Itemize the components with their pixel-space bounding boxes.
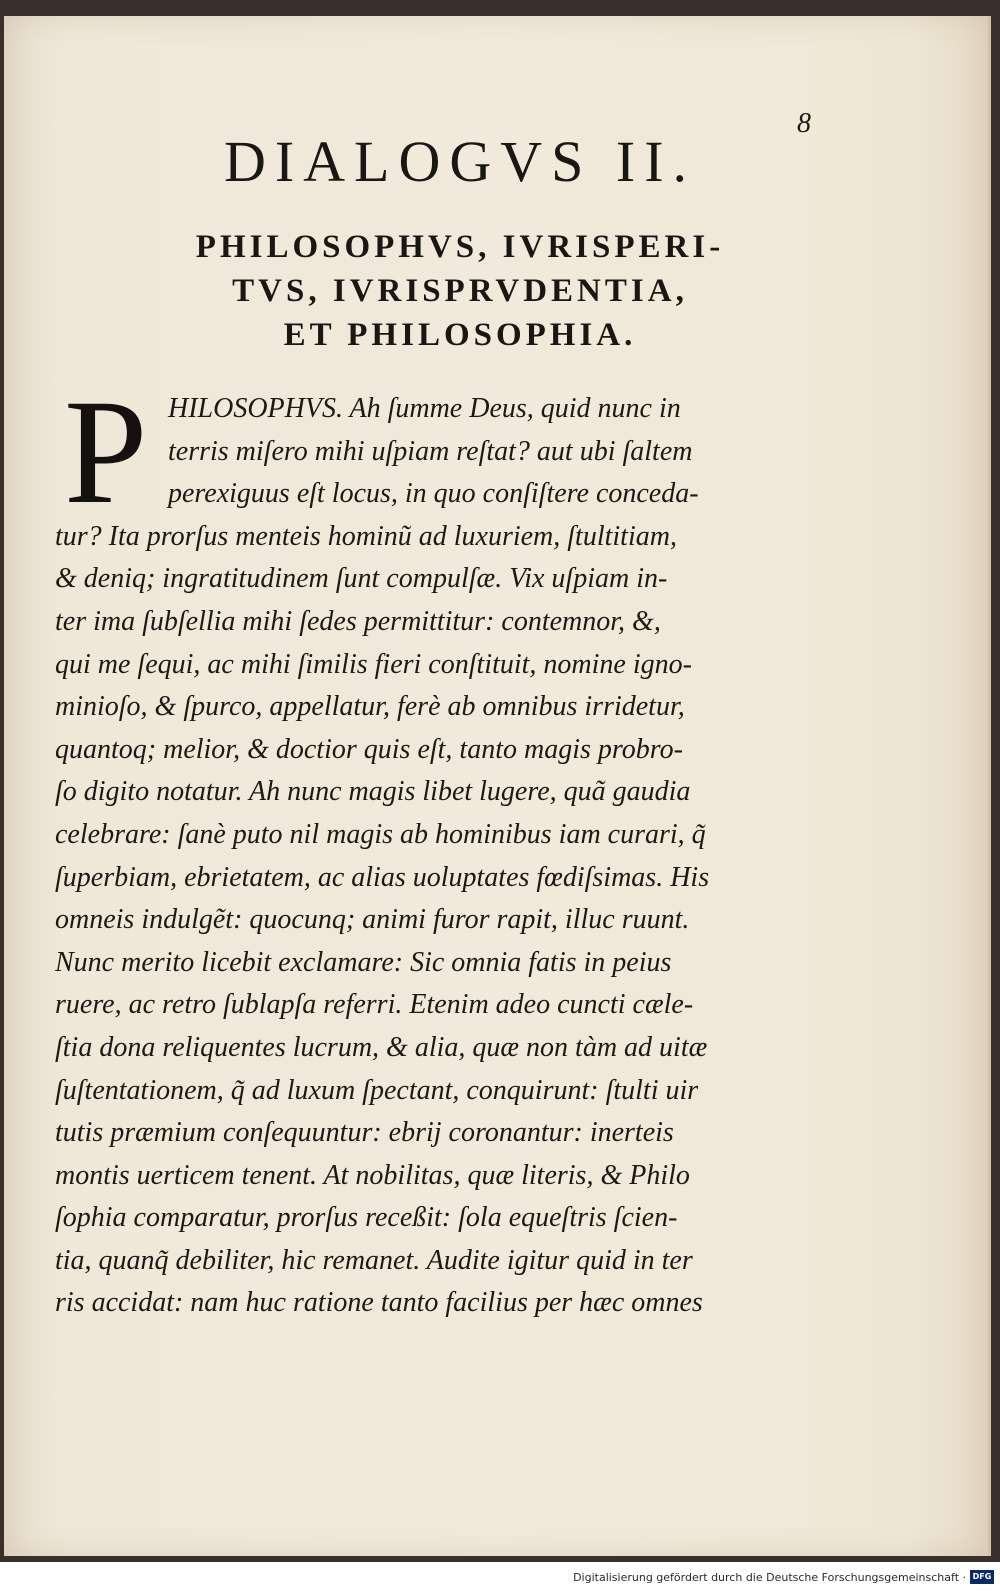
text-line: omneis indulgẽt: quocunq; animi furor rapit, illuc ruunt. xyxy=(55,904,690,936)
drop-cap-initial: P xyxy=(64,369,148,535)
speakers-line: ET PHILOSOPHIA. xyxy=(283,317,637,353)
text-line: Nunc merito licebit exclamare: Sic omnia fatis in peius xyxy=(55,946,672,978)
text-line: quantoq; melior, & doctior quis eſt, tanto magis probro- xyxy=(55,733,683,765)
text-line: HILOSOPHVS. Ah ſumme Deus, quid nunc in xyxy=(168,393,681,424)
speakers-heading xyxy=(60,225,860,357)
text-line: ſophia comparatur, prorſus receßit: ſola equeſtris ſcien- xyxy=(55,1202,678,1234)
text-line: celebrare: ſanè puto nil magis ab hominibus iam curari, q̃ xyxy=(55,818,706,850)
text-line: ter ima ſubſellia mihi ſedes permittitur: contemnor, &, xyxy=(55,605,661,637)
speakers-line: PHILOSOPHVS, IVRISPERI- xyxy=(195,229,725,265)
text-line: qui me ſequi, ac mihi ſimilis fieri conſtituit, nomine igno- xyxy=(55,648,692,680)
text-line: perexiguus eſt locus, in quo conſiſtere conceda- xyxy=(168,478,699,510)
text-line: ſo digito notatur. Ah nunc magis libet lugere, quã gaudia xyxy=(55,776,691,808)
text-line: & deniq; ingratitudinem ſunt compulſæ. Vix uſpiam in- xyxy=(55,563,668,595)
text-line: ris accidat: nam huc ratione tanto facilius per hæc omnes xyxy=(55,1287,703,1319)
text-line: tutis præmium conſequuntur: ebrij coronantur: inerteis xyxy=(55,1117,674,1149)
text-line: tia, quanq̃ debiliter, hic remanet. Audite igitur quid in ter xyxy=(55,1244,693,1276)
text-line: terris miſero mihi uſpiam reſtat? aut ubi ſaltem xyxy=(168,435,693,467)
funding-credit: Digitalisierung gefördert durch die Deutsche Forschungsgemeinschaft · xyxy=(573,1571,966,1584)
text-line: ſtia dona reliquentes lucrum, & alia, quæ non tàm ad uitæ xyxy=(55,1031,708,1063)
text-line: tur? Ita prorſus menteis hominũ ad luxuriem, ſtultitiam, xyxy=(55,520,677,552)
text-line: ſuperbiam, ebrietatem, ac alias uoluptates fœdiſsimas. His xyxy=(55,861,710,893)
text-line: ſuſtentationem, q̃ ad luxum ſpectant, conquirunt: ſtulti uir xyxy=(55,1074,699,1106)
text-line: montis uerticem tenent. At nobilitas, quæ literis, & Philo xyxy=(55,1159,690,1191)
body-text xyxy=(55,369,815,1325)
page-number: 8 xyxy=(797,108,811,139)
speakers-line: TVS, IVRISPRVDENTIA, xyxy=(232,273,688,309)
text-line: ruere, ac retro ſublapſa referri. Etenim adeo cuncti cæle- xyxy=(55,989,694,1021)
digitization-footer xyxy=(0,1562,1000,1593)
dialog-title: DIALOGVS II. xyxy=(223,129,697,194)
text-line: minioſo, & ſpurco, appellatur, ferè ab omnibus irridetur, xyxy=(55,691,685,723)
dfg-logo: DFG xyxy=(970,1570,994,1584)
